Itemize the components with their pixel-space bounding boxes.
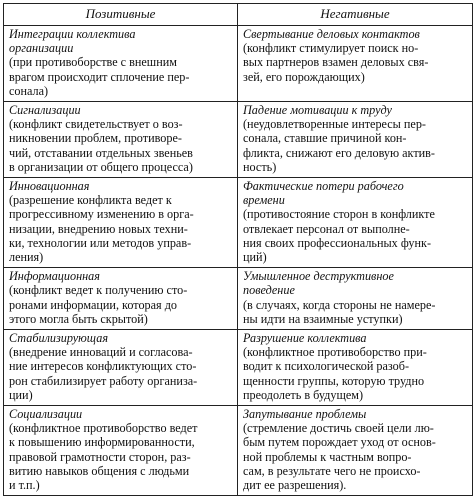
negative-function-name: Фактические потери рабочего времени <box>243 179 404 208</box>
negative-function-description: (противостояние сторон в конфликте отвлекает персонал от выполне- ния своих профессиональных функ- ций) <box>243 207 435 265</box>
positive-function-description: (конфликт свидетельствует о воз- никновении проблем, противоре- чий, отставании отдельных звеньев в организации от общего процесса) <box>9 117 193 174</box>
positive-function-cell <box>4 26 238 102</box>
negative-function-cell <box>238 406 473 496</box>
table-row <box>4 406 473 496</box>
negative-function-name: Умышленное деструктивное поведение <box>243 269 394 298</box>
positive-function-cell <box>4 268 238 330</box>
positive-function-description: (разрешение конфликта ведет к прогрессивному изменению в орга- низации, внедрению новых техни- ки, технологии или методов управ- ления) <box>9 193 194 265</box>
positive-function-description: (конфликт ведет к получению сто- ронами информации, которая до этого могла быть скрытой) <box>9 283 188 326</box>
positive-function-cell <box>4 330 238 406</box>
table-header-row <box>4 4 473 26</box>
table-row <box>4 102 473 178</box>
positive-function-cell <box>4 406 238 496</box>
table-row <box>4 26 473 102</box>
positive-function-name: Интеграции коллектива организации <box>9 27 136 56</box>
negative-function-cell <box>238 26 473 102</box>
positive-function-name: Инновационная <box>9 179 90 194</box>
negative-function-name: Разрушение коллектива <box>243 331 367 346</box>
table-row <box>4 268 473 330</box>
conflict-functions-table <box>3 3 473 496</box>
negative-function-name: Свертывание деловых контактов <box>243 27 420 41</box>
negative-function-description: (в случаях, когда стороны не намере- ны идти на взаимные уступки) <box>243 297 436 326</box>
header-negative: Негативные <box>238 4 473 26</box>
negative-function-description: (стремление достичь своей цели лю- бым путем порождает уход от основ- ной проблемы к частным вопро- сам, в результате чего не происхо- дит ее разрешения). <box>243 421 436 493</box>
negative-function-name: Запутывание проблемы <box>243 407 367 422</box>
negative-function-cell <box>238 268 473 330</box>
negative-function-cell <box>238 330 473 406</box>
table-row <box>4 178 473 268</box>
negative-function-cell <box>238 102 473 178</box>
positive-function-description: (при противоборстве с внешним врагом происходит сплочение пер- сонала) <box>9 55 190 98</box>
positive-function-cell <box>4 102 238 178</box>
positive-function-name: Стабилизирующая <box>9 331 109 346</box>
table-row <box>4 330 473 406</box>
negative-function-description: (конфликтное противоборство при- водит к психологической разоб- щенности группы, которую трудно преодолеть в будущем) <box>243 345 427 402</box>
positive-function-cell <box>4 178 238 268</box>
positive-function-name: Сигнализации <box>9 103 81 118</box>
negative-function-cell <box>238 178 473 268</box>
positive-function-name: Информационная <box>9 269 100 284</box>
positive-function-description: (конфликтное противоборство ведет к повышению информированности, правовой грамотности сторон, раз- витию навыков общения с людьми и т.п.) <box>9 421 198 493</box>
positive-function-description: (внедрение инноваций и согласова- ние интересов конфликтующих сто- рон стабилизирует работу организа- ции) <box>9 345 198 402</box>
positive-function-name: Социализации <box>9 407 83 422</box>
negative-function-name: Падение мотивации к труду <box>243 103 392 118</box>
negative-function-description: (конфликт стимулирует поиск но- вых партнеров взамен деловых свя- зей, его порождающих) <box>243 41 429 84</box>
negative-function-description: (неудовлетворенные интересы пер- сонала, ставшие причиной кон- фликта, снижают его деловую актив- ность) <box>243 117 435 174</box>
header-positive: Позитивные <box>4 4 238 26</box>
